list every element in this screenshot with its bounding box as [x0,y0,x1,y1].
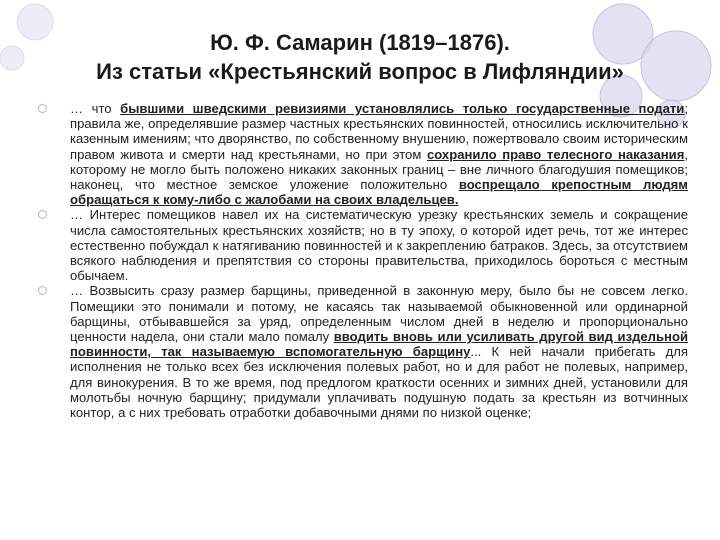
title-line-1: Ю. Ф. Самарин (1819–1876). [210,30,510,55]
bullet-item [38,101,688,207]
bullet-item [38,283,688,420]
decorative-circle [0,46,24,70]
slide-title [40,28,680,86]
title-line-2: Из статьи «Крестьянский вопрос в Лифляндии» [96,59,624,84]
text-run: ... К ней начали прибегать для исполнения не только всех без исключения полевых работ, но и для работ не полевых, например, для винокурения. В то же время, под предлогом краткости осенних и зимних дней, установили для молотьбы ночную барщину; придумали уплачивать подушную подать за крестьян из вотчинных контор, а с них требовать отработки добавочными днями по низкой оценке; [70,344,688,421]
emphasis-run: бывшими шведскими ревизиями установлялись только государственные подати [120,101,685,116]
text-run: … Интерес помещиков навел их на систематическую урезку крестьянских земель и сокращение числа самостоятельных крестьянских хозяйств; но в ту эпоху, о которой идет речь, тот же интерес естественно побуждал к натягиванию повинностей и к закреплению батраков. Здесь, за отсутствием всякого наблюдения и препятствия со стороны правительства, приходилось бороться с местным обычаем. [70,207,688,284]
text-run: … Возвысить сразу размер барщины, приведенной в законную меру, было бы не совсем легко. Помещики это понимали и потому, не касаясь так называемой обыкновенной или ординарной барщины, отбывавшейся за уряд, определенным числом дней в неделю и пропорционально ценности надела, они стали мало помалу [70,283,688,345]
bullet-list [38,101,688,420]
emphasis-run: воспрещало крепостным людям обращаться к кому-либо с жалобами на своих владельцев. [70,177,688,208]
text-run: … что [70,101,121,116]
bullet-circle-icon [38,210,47,219]
text-run: , которому не могло быть положено никаких законных границ – вне личного благодушия помещиков; наконец, что местное земское уложение положительно [70,146,688,193]
bullet-text-1 [70,101,688,207]
bullet-circle-icon [38,104,47,113]
bullet-circle-icon [38,286,47,295]
bullet-text-2 [70,207,688,283]
bullet-item [38,207,688,283]
text-run: ; правила же, определявшие размер частных крестьянских повинностей, относились исключительно к казенным имениям; что дворянство, по собственному внушению, пожертвовало своим историческим правом живота и смерти над крестьянами, но при этом [70,101,688,162]
emphasis-run: вводить вновь или усиливать другой вид издельной повинности, так называемую вспомогательную барщину [70,329,688,360]
emphasis-run: сохранило право телесного наказания [426,146,685,162]
bullet-text-3 [70,283,688,420]
